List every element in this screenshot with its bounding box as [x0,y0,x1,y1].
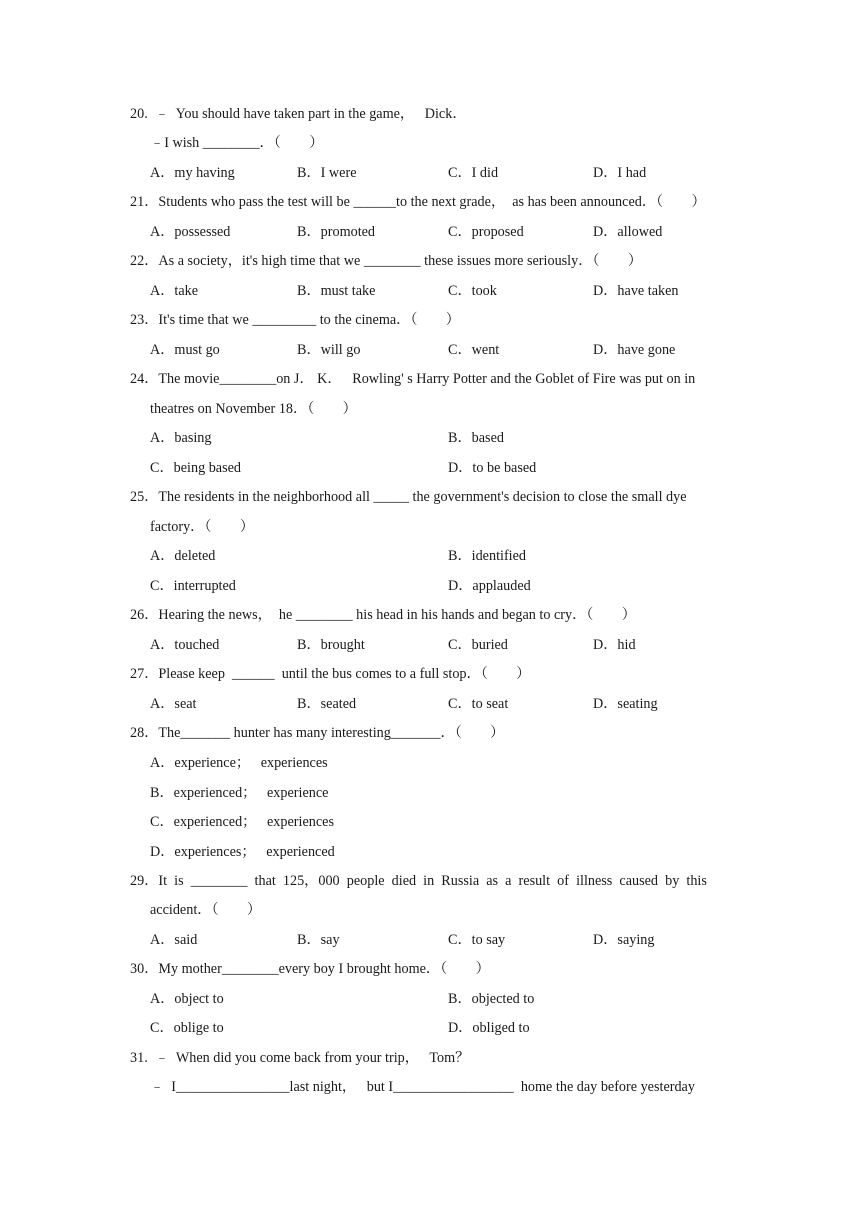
question-22-option-b: B．must take [297,283,376,299]
question-23-option-c: C．went [448,342,500,358]
question-22-option-c: C．took [448,283,497,299]
question-27-option-b: B．seated [297,696,357,712]
question-21-option-b: B．promoted [297,224,376,240]
question-21-option-c: C．proposed [448,224,524,240]
question-29-continuation: accident．（ ） [150,902,262,918]
question-23-option-d: D．have gone [593,342,676,358]
question-29-option-a: A．said [150,932,198,948]
question-28-option-c: C．experienced； experiences [150,814,334,830]
question-31-continuation: ﹣ I________________last night， but I_________________ home the day before yesterday [150,1079,695,1095]
question-31-stem: 31. ﹣ When did you come back from your trip， Tom？ [130,1050,470,1066]
question-20-continuation: ﹣I wish ________．（ ） [150,135,324,151]
question-22-stem: 22．As a society，it's high time that we ________ these issues more seriously．（ ） [130,253,643,269]
question-20-option-a: A．my having [150,165,235,181]
question-20-option-b: B．I were [297,165,357,181]
question-23-option-a: A．must go [150,342,220,358]
question-20-option-c: C．I did [448,165,499,181]
question-30-stem: 30．My mother________every boy I brought home．（ ） [130,961,490,977]
question-29-option-b: B．say [297,932,340,948]
question-30-option-b: B．objected to [448,991,535,1007]
question-28-stem: 28．The_______ hunter has many interesting_______．（ ） [130,725,505,741]
question-25-option-b: B．identified [448,548,527,564]
question-29-stem: 29．It is ________ that 125，000 people died in Russia as a result of illness caused by this [130,873,707,889]
question-23-option-b: B．will go [297,342,361,358]
question-24-option-a: A．basing [150,430,212,446]
question-20-stem: 20. ﹣ You should have taken part in the game， Dick． [130,106,467,122]
question-28-option-d: D．experiences； experienced [150,844,335,860]
question-30-option-c: C．oblige to [150,1020,224,1036]
question-27-stem: 27．Please keep ______ until the bus comes to a full stop．（ ） [130,666,531,682]
question-30-option-d: D．obliged to [448,1020,530,1036]
question-25-stem: 25．The residents in the neighborhood all _____ the government's decision to close the small dye [130,489,687,505]
question-26-option-a: A．touched [150,637,220,653]
question-30-option-a: A．object to [150,991,224,1007]
question-26-option-d: D．hid [593,637,636,653]
question-25-option-a: A．deleted [150,548,216,564]
question-24-stem: 24．The movie________on J． K． Rowling' s Harry Potter and the Goblet of Fire was put on in [130,371,696,387]
question-22-option-d: D．have taken [593,283,679,299]
question-29-option-c: C．to say [448,932,506,948]
question-21-option-d: D．allowed [593,224,663,240]
question-24-option-b: B．based [448,430,504,446]
question-28-option-b: B．experienced； experience [150,785,329,801]
question-22-option-a: A．take [150,283,199,299]
question-25-option-c: C．interrupted [150,578,236,594]
question-25-option-d: D．applauded [448,578,531,594]
question-28-option-a: A．experience； experiences [150,755,328,771]
question-24-option-c: C．being based [150,460,242,476]
question-26-option-c: C．buried [448,637,508,653]
question-27-option-a: A．seat [150,696,197,712]
question-25-continuation: factory．（ ） [150,519,255,535]
question-23-stem: 23．It's time that we _________ to the cinema．（ ） [130,312,460,328]
question-24-option-d: D．to be based [448,460,537,476]
question-21-option-a: A．possessed [150,224,231,240]
question-20-option-d: D．I had [593,165,647,181]
question-27-option-d: D．seating [593,696,658,712]
question-21-stem: 21．Students who pass the test will be ______to the next grade， as has been announced．（ ） [130,194,706,210]
question-26-stem: 26．Hearing the news， he ________ his head in his hands and began to cry．（ ） [130,607,636,623]
question-24-continuation: theatres on November 18．（ ） [150,401,357,417]
question-27-option-c: C．to seat [448,696,509,712]
question-26-option-b: B．brought [297,637,365,653]
question-29-option-d: D．saying [593,932,655,948]
